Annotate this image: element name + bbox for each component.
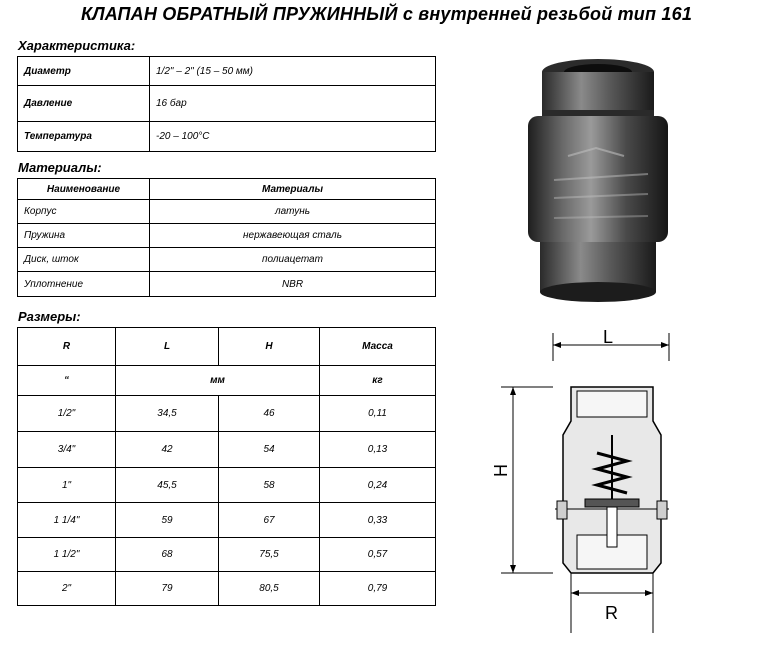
temperature-value: -20 – 100°C xyxy=(150,122,436,152)
size-mass: 0,24 xyxy=(320,468,436,503)
valve-photo xyxy=(518,52,678,304)
table-row xyxy=(18,432,436,468)
part-name: Пружина xyxy=(18,224,150,248)
part-material: латунь xyxy=(150,200,436,224)
table-row xyxy=(18,468,436,503)
size-h: 80,5 xyxy=(219,572,320,606)
characteristics-heading: Характеристика: xyxy=(18,38,136,53)
part-material: полиацетат xyxy=(150,248,436,272)
size-mass: 0,57 xyxy=(320,538,436,572)
part-name: Корпус xyxy=(18,200,150,224)
diameter-value: 1/2" – 2" (15 – 50 мм) xyxy=(150,57,436,86)
size-r: 3/4" xyxy=(18,432,116,468)
label-h: H xyxy=(491,464,511,477)
pressure-value: 16 бар xyxy=(150,86,436,122)
table-row xyxy=(18,503,436,538)
size-r: 1 1/2" xyxy=(18,538,116,572)
part-name: Диск, шток xyxy=(18,248,150,272)
size-h: 67 xyxy=(219,503,320,538)
size-l: 45,5 xyxy=(116,468,219,503)
column-header-l: L xyxy=(116,328,219,366)
table-row xyxy=(18,248,436,272)
column-header-mass: Масса xyxy=(320,328,436,366)
size-l: 34,5 xyxy=(116,396,219,432)
table-header-row xyxy=(18,179,436,200)
part-material: NBR xyxy=(150,272,436,297)
size-h: 54 xyxy=(219,432,320,468)
characteristics-table xyxy=(17,56,436,152)
size-mass: 0,79 xyxy=(320,572,436,606)
temperature-label: Температура xyxy=(18,122,150,152)
pressure-label: Давление xyxy=(18,86,150,122)
size-h: 58 xyxy=(219,468,320,503)
size-l: 68 xyxy=(116,538,219,572)
column-header-h: H xyxy=(219,328,320,366)
column-header-r: R xyxy=(18,328,116,366)
size-l: 79 xyxy=(116,572,219,606)
table-row xyxy=(18,396,436,432)
part-material: нержавеющая сталь xyxy=(150,224,436,248)
dimensions-table xyxy=(17,327,436,606)
column-header-part: Наименование xyxy=(18,179,150,200)
table-row xyxy=(18,86,436,122)
unit-length: мм xyxy=(116,366,320,396)
valve-drawing xyxy=(485,325,685,635)
label-r: R xyxy=(605,603,618,623)
size-r: 2" xyxy=(18,572,116,606)
size-r: 1/2" xyxy=(18,396,116,432)
units-row xyxy=(18,366,436,396)
size-r: 1 1/4" xyxy=(18,503,116,538)
size-mass: 0,13 xyxy=(320,432,436,468)
materials-table xyxy=(17,178,436,297)
table-row xyxy=(18,272,436,297)
table-header-row xyxy=(18,328,436,366)
table-row xyxy=(18,200,436,224)
materials-heading: Материалы: xyxy=(18,160,102,175)
diameter-label: Диаметр xyxy=(18,57,150,86)
table-row xyxy=(18,224,436,248)
page-title: КЛАПАН ОБРАТНЫЙ ПРУЖИННЫЙ с внутренней резьбой тип 161 xyxy=(80,4,693,24)
size-mass: 0,11 xyxy=(320,396,436,432)
size-mass: 0,33 xyxy=(320,503,436,538)
part-name: Уплотнение xyxy=(18,272,150,297)
table-row xyxy=(18,57,436,86)
table-row xyxy=(18,572,436,606)
unit-mass: кг xyxy=(320,366,436,396)
column-header-material: Материалы xyxy=(150,179,436,200)
dimensions-heading: Размеры: xyxy=(18,309,81,324)
size-h: 75,5 xyxy=(219,538,320,572)
size-l: 59 xyxy=(116,503,219,538)
size-h: 46 xyxy=(219,396,320,432)
unit-r: “ xyxy=(18,366,116,396)
table-row xyxy=(18,122,436,152)
size-l: 42 xyxy=(116,432,219,468)
table-row xyxy=(18,538,436,572)
size-r: 1" xyxy=(18,468,116,503)
label-l: L xyxy=(603,327,614,347)
